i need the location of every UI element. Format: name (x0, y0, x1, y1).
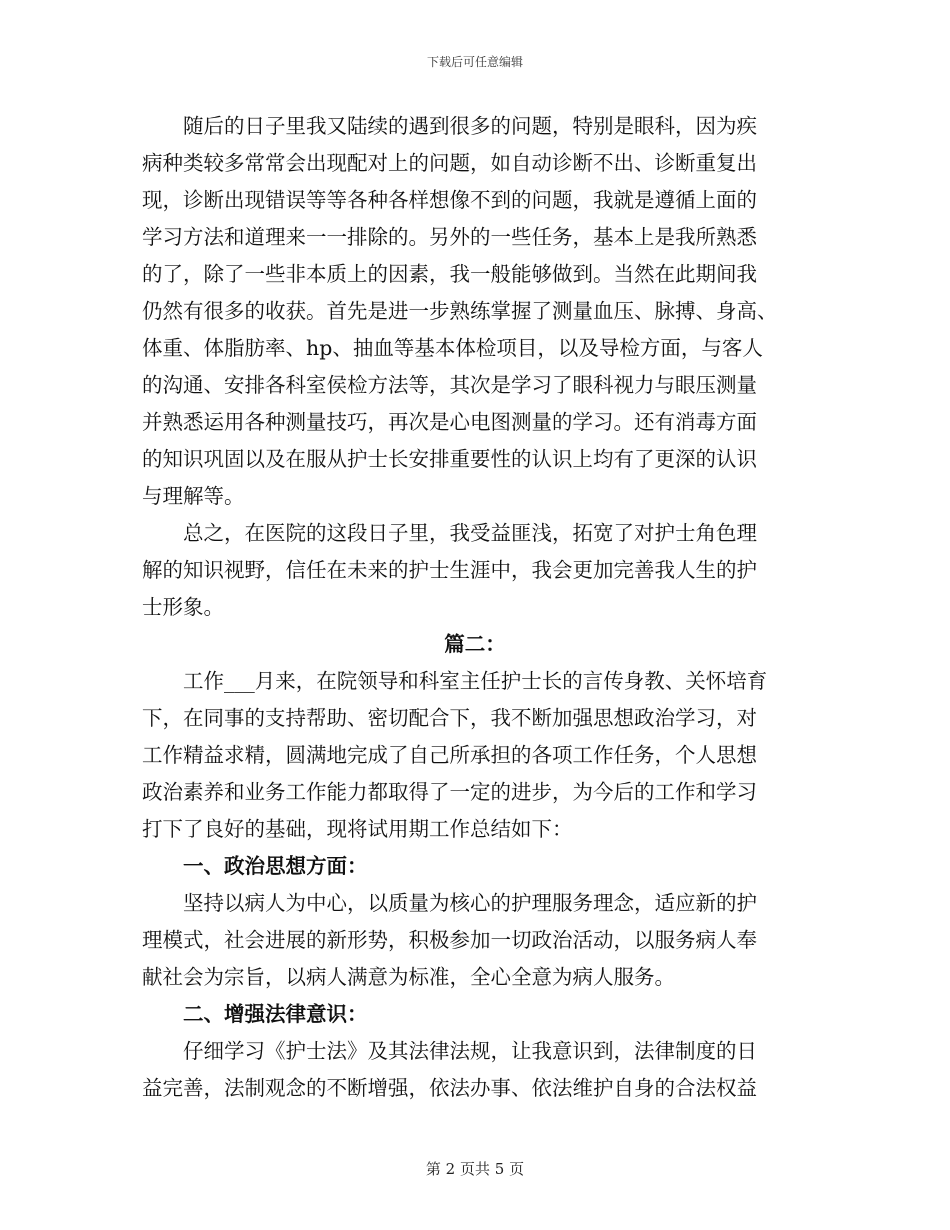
paragraph-line: 并熟悉运用各种测量技巧，再次是心电图测量的学习。还有消毒方面 (142, 410, 757, 434)
paragraph-line: 随后的日子里我又陆续的遇到很多的问题，特别是眼科，因为疾 (142, 114, 757, 138)
section-heading: 篇二： (444, 632, 506, 656)
paragraph-line: 与理解等。 (142, 484, 245, 508)
page-footer: 第 2 页共 5 页 (425, 1160, 525, 1178)
paragraph-line: 仔细学习《护士法》及其法律法规，让我意识到，法律制度的日 (142, 1039, 757, 1063)
paragraph-line: 的知识巩固以及在服从护士长安排重要性的认识上均有了更深的认识 (142, 447, 757, 471)
paragraph-line: 仍然有很多的收获。首先是进一步熟练掌握了测量血压、脉搏、身高、 (142, 299, 778, 323)
paragraph-line: 工作___月来，在院领导和科室主任护士长的言传身教、关怀培育 (142, 669, 768, 693)
paragraph-line: 政治素养和业务工作能力都取得了一定的进步，为今后的工作和学习 (142, 780, 757, 804)
page-header: 下载后可任意编辑 (426, 55, 523, 69)
subsection-heading: 二、增强法律意识： (142, 1002, 368, 1026)
paragraph-line: 现，诊断出现错误等等各种各样想像不到的问题，我就是遵循上面的 (142, 188, 757, 212)
paragraph-line: 解的知识视野，信任在未来的护士生涯中，我会更加完善我人生的护 (142, 558, 757, 582)
paragraph-line: 工作精益求精，圆满地完成了自己所承担的各项工作任务，个人思想 (142, 743, 757, 767)
paragraph-line: 打下了良好的基础，现将试用期工作总结如下： (142, 817, 573, 841)
paragraph-line: 献社会为宗旨，以病人满意为标准，全心全意为病人服务。 (142, 965, 675, 989)
paragraph-line: 理模式，社会进展的新形势，积极参加一切政治活动，以服务病人奉 (142, 928, 757, 952)
paragraph-line: 体重、体脂肪率、hp、抽血等基本体检项目，以及导检方面，与客人 (142, 336, 763, 360)
paragraph-line: 病种类较多常常会出现配对上的问题，如自动诊断不出、诊断重复出 (142, 151, 757, 175)
paragraph-line: 的了，除了一些非本质上的因素，我一般能够做到。当然在此期间我 (142, 262, 757, 286)
paragraph-line: 的沟通、安排各科室侯检方法等，其次是学习了眼科视力与眼压测量 (142, 373, 757, 397)
paragraph-line: 益完善，法制观念的不断增强，依法办事、依法维护自身的合法权益 (142, 1076, 757, 1100)
paragraph-line: 总之，在医院的这段日子里，我受益匪浅，拓宽了对护士角色理 (142, 521, 757, 545)
paragraph-line: 下，在同事的支持帮助、密切配合下，我不断加强思想政治学习，对 (142, 706, 757, 730)
subsection-heading: 一、政治思想方面： (142, 854, 368, 878)
paragraph-line: 士形象。 (142, 595, 224, 619)
paragraph-line: 坚持以病人为中心，以质量为核心的护理服务理念，适应新的护 (142, 891, 757, 915)
paragraph-line: 学习方法和道理来一一排除的。另外的一些任务，基本上是我所熟悉 (142, 225, 757, 249)
